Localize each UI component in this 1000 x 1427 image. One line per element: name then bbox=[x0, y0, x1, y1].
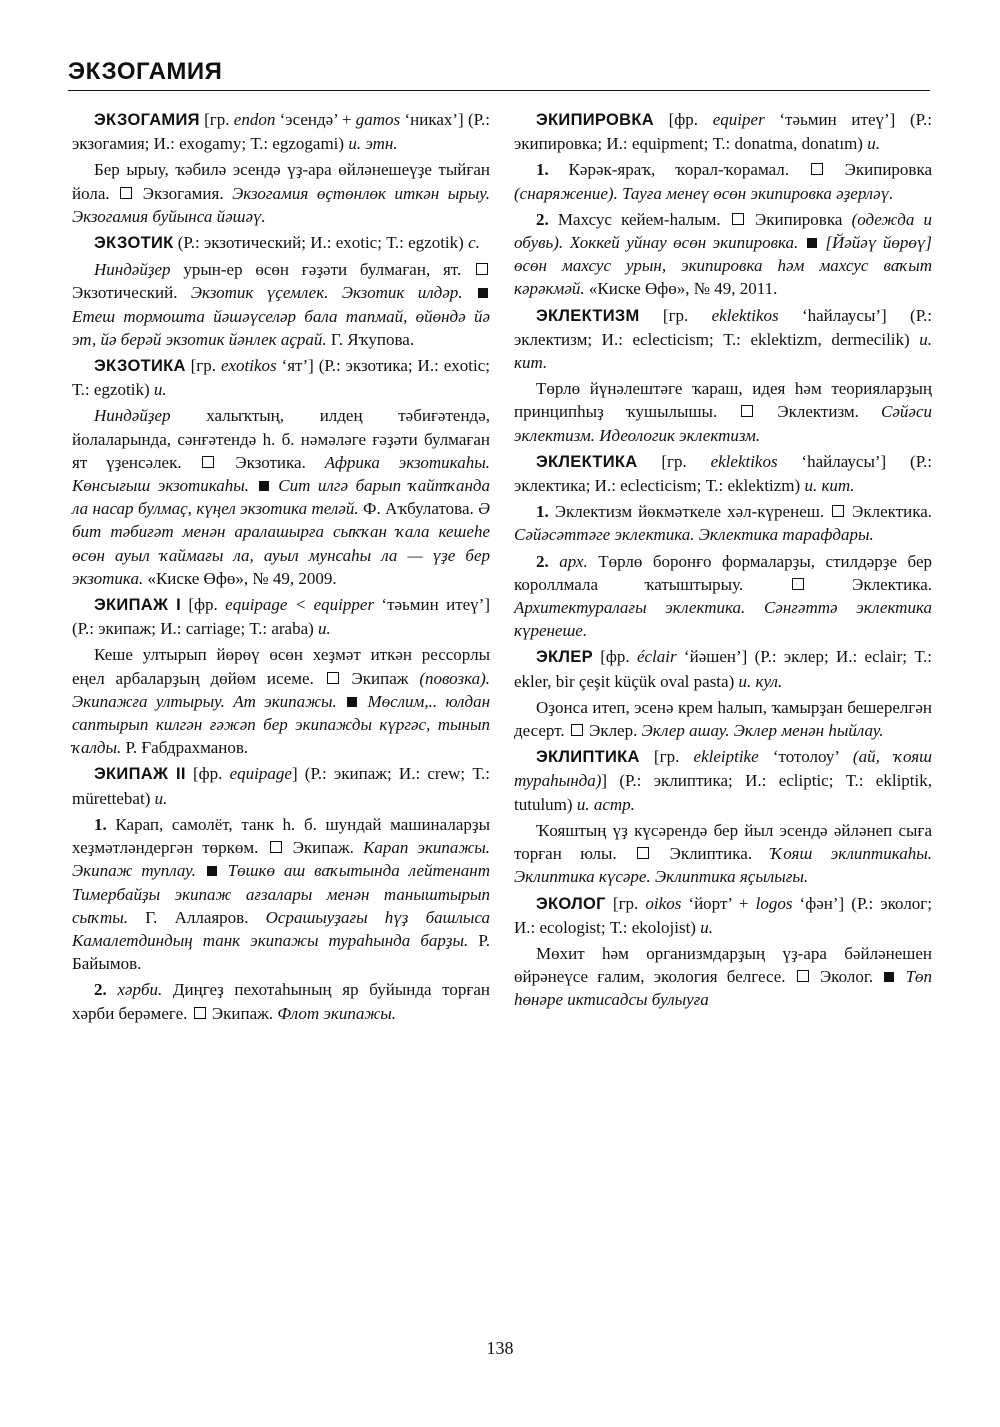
russian-equivalent: Экипировка bbox=[755, 209, 852, 229]
definition bbox=[514, 942, 932, 1012]
definition-text: халыҡтың, илдең тәбиғәтендә, йолаларында, сәнғәтендә һ. б. нәмәләге ғәҙәти булмаған ят үҙенсәлек. bbox=[72, 406, 490, 472]
entry-ekler bbox=[514, 645, 932, 692]
etymology: [гр. bbox=[605, 893, 646, 913]
citation: Төшкө аш ваҡытында лейтенант Тимербайҙы экипаж ағзалары менән таныштырып сыҡты. bbox=[72, 861, 490, 927]
headword: ЭКЗОТИК bbox=[94, 234, 174, 253]
definition bbox=[514, 696, 932, 742]
etymon: eklektikos bbox=[710, 451, 778, 471]
filled-square-icon bbox=[884, 972, 894, 982]
etymology: [фр. bbox=[185, 764, 230, 784]
citation-source: «Киске Өфө», № 49, 2009. bbox=[143, 568, 337, 588]
russian-gloss: (одежда и обувь). bbox=[514, 209, 933, 253]
open-square-icon bbox=[792, 578, 804, 590]
russian-equivalent: Экзогамия. bbox=[142, 183, 233, 203]
definition-text: Бер ырыу, ҡәбилә эсендә үҙ-ара өйләнешеүҙе тыйған йола. bbox=[72, 160, 490, 203]
etymology: [гр. bbox=[204, 110, 234, 129]
etymology: [гр. bbox=[639, 305, 712, 325]
left-column bbox=[72, 108, 490, 1028]
entry-ekolog bbox=[514, 892, 932, 939]
citation-source: Г. Аллаяров. bbox=[128, 907, 266, 927]
etymology: (Р.: экзотический; И.: exotic; Т.: egzotik) bbox=[173, 233, 469, 253]
sense-1 bbox=[72, 813, 490, 975]
filled-square-icon bbox=[807, 238, 817, 248]
pos-label: и. bbox=[318, 619, 331, 639]
running-head: ЭКЗОГАМИЯ bbox=[68, 58, 223, 85]
usage-example: Тауға менеү өсөн экипировка әҙерләү. bbox=[622, 183, 894, 203]
etymology: ‘йәшен’] (Р.: эклер; И.: eclair; Т.: ekler, bir çeşit küçük oval pasta) bbox=[514, 647, 932, 691]
definition-text: Кеше ултырып йөрөү өсөн хеҙмәт иткән рессорлы еңел арбаларҙың дөйөм исеме. bbox=[72, 645, 490, 688]
etymology: [фр. bbox=[653, 110, 713, 129]
open-square-icon bbox=[741, 405, 753, 417]
open-square-icon bbox=[270, 841, 282, 853]
sense-2 bbox=[72, 978, 490, 1024]
usage-example: Ҡояш эклиптикаһы. Эклиптика күсәре. Эклиптика яҫылығы. bbox=[514, 844, 932, 887]
sense-number: 2. bbox=[536, 209, 549, 229]
etymology: ‘тәьмин итеү’] (Р.: экипировка; И.: equipment; Т.: donatma, donatım) bbox=[514, 110, 932, 154]
header-rule bbox=[68, 90, 930, 91]
definition bbox=[514, 377, 932, 447]
russian-equivalent: Экзотика. bbox=[235, 452, 325, 472]
etymology: ‘йорт’ + bbox=[681, 893, 756, 913]
usage-example: Сәйәси эклектизм. Идеологик эклектизм. bbox=[514, 402, 932, 445]
etymology: ‘тәьмин итеү’] (Р.: экипаж; И.: carriage; Т.: araba) bbox=[72, 595, 490, 639]
headword: ЭКЗОТИКА bbox=[94, 357, 186, 376]
open-square-icon bbox=[120, 187, 132, 199]
etymology: ] (Р.: эклиптика; И.: ecliptic; Т.: ekliptik, tutulum) bbox=[514, 771, 932, 814]
entry-eklektizm bbox=[514, 304, 932, 375]
russian-equivalent: Экзотический. bbox=[72, 283, 191, 303]
russian-equivalent: Эклектика. bbox=[852, 574, 932, 594]
etymology: ] (Р.: экипаж; И.: crew; Т.: mürettebat) bbox=[72, 764, 490, 808]
etymology: ‘фән’] (Р.: эколог; И.: ecologist; Т.: ekolojist) bbox=[514, 893, 933, 937]
entry-ekzotika bbox=[72, 354, 490, 401]
etymology: ‘никах’] (Р.: экзогамия; И.: exogamy; Т.: egzogami) bbox=[72, 110, 490, 154]
filled-square-icon bbox=[347, 697, 357, 707]
etymon: éclair bbox=[636, 647, 677, 667]
pos-label: и. этн. bbox=[348, 134, 398, 154]
russian-equivalent: Экипаж. bbox=[292, 838, 364, 858]
definition-text: Ҡояштың үҙ күсәрендә бер йыл эсендә әйләнеп сыға торған юлы. bbox=[514, 820, 932, 864]
definition-text: Төрлө йүнәлештәге ҡараш, идея һәм теорияларҙың принципһыҙ ҡушылышы. bbox=[514, 379, 932, 422]
usage-example: Экзотик үҫемлек. Экзотик илдәр. bbox=[190, 283, 476, 303]
definition bbox=[72, 643, 490, 759]
sense-number: 1. bbox=[536, 160, 549, 180]
etymon: oikos bbox=[645, 893, 682, 913]
usage-label: хәрби. bbox=[106, 980, 163, 1000]
definition-text: Эклектизм йөкмәткеле хәл-күренеш. bbox=[548, 502, 831, 522]
citation-source: Р. Байымов. bbox=[72, 930, 490, 974]
definition-text: Мөхит һәм организмдарҙың үҙ-ара бәйләнешен өйрәнеүсе ғалим, экология белгесе. bbox=[514, 943, 932, 987]
entry-eklektika bbox=[514, 450, 932, 497]
usage-example: Флот экипажы. bbox=[277, 1003, 396, 1023]
usage-example: Экипажға ултырыу. Ат экипажы. bbox=[72, 691, 346, 711]
headword: ЭКИПАЖ I bbox=[94, 596, 182, 615]
sense-number: 1. bbox=[94, 814, 107, 834]
etymon: equipage bbox=[229, 764, 292, 784]
open-square-icon bbox=[637, 847, 649, 859]
sense-2 bbox=[514, 550, 932, 643]
headword: ЭКЛЕР bbox=[536, 648, 593, 667]
etymon: gamos bbox=[355, 110, 401, 129]
definition-italic: Ниндәйҙер bbox=[94, 406, 171, 426]
russian-equivalent: Эклер. bbox=[589, 721, 642, 741]
definition-text: Оҙонса итеп, эсенә крем һалып, ҡамырҙан бешерелгән десерт. bbox=[514, 697, 932, 741]
definition-text: Төрлө боронғо формаларҙы, стилдәрҙе бер короллмала ҡатыштырыу. bbox=[514, 551, 932, 594]
filled-square-icon bbox=[259, 481, 269, 491]
russian-equivalent: Эклектика. bbox=[852, 502, 932, 522]
open-square-icon bbox=[832, 505, 844, 517]
open-square-icon bbox=[732, 213, 744, 225]
pos-label: и. кит. bbox=[514, 329, 932, 373]
citation-source: «Киске Өфө», № 49, 2011. bbox=[584, 279, 778, 299]
etymology: ‘эсендә’ + bbox=[275, 110, 356, 129]
pos-label: и. кит. bbox=[804, 476, 855, 496]
etymology: [фр. bbox=[592, 647, 637, 667]
headword: ЭКОЛОГ bbox=[536, 894, 606, 913]
russian-equivalent: Экипировка bbox=[844, 160, 933, 180]
usage-example: Эклер ашау. Эклер менән һыйлау. bbox=[641, 721, 884, 741]
usage-example: Карап экипажы. Экипаж туплау. bbox=[72, 838, 491, 881]
definition-italic: Ниндәйҙер bbox=[94, 260, 171, 280]
citation: Сит илгә барып ҡайтҡанда ла насар булмаҫ, күңел экзотика теләй. bbox=[72, 476, 491, 519]
headword: ЭКИПИРОВКА bbox=[536, 111, 654, 129]
russian-gloss: (снаряжение). bbox=[514, 183, 623, 203]
definition-text: Карап, самолёт, танк һ. б. шундай машиналарҙы хеҙмәтләндергән төркөм. bbox=[72, 814, 490, 858]
citation-source: Ф. Аҡбулатова. bbox=[358, 499, 479, 519]
etymology: ‘ят’] (Р.: экзотика; И.: exotic; Т.: egzotik) bbox=[72, 356, 490, 400]
citation: [Йәйәү йөрөү] өсөн махсус урын, экипировка һәм махсус ваҡыт кәрәкмәй. bbox=[514, 233, 932, 299]
citation: Төп һөнәре иктисадсы булыуға bbox=[514, 967, 933, 1010]
definition-text: Махсус кейем-һалым. bbox=[548, 209, 730, 229]
sense-1 bbox=[514, 158, 932, 204]
filled-square-icon bbox=[478, 288, 488, 298]
russian-equivalent: Экипаж. bbox=[211, 1003, 278, 1023]
etymology: [гр. bbox=[639, 747, 694, 767]
etymon: logos bbox=[755, 893, 793, 913]
sense-number: 2. bbox=[94, 980, 107, 1000]
etymology: ‘һайлаусы’] (Р.: эклектика; И.: eclecticism; Т.: eklektizm) bbox=[514, 451, 932, 496]
open-square-icon bbox=[571, 724, 583, 736]
headword: ЭКИПАЖ II bbox=[94, 765, 186, 784]
etymology: ‘һайлаусы’] (Р.: эклектизм; И.: eclecticism; Т.: eklektizm, dermecilik) bbox=[514, 305, 932, 349]
usage-example: Хоккей уйнау өсөн экипировка. bbox=[569, 233, 805, 253]
pos-label: и. bbox=[700, 917, 713, 937]
usage-example: Сәйәсәттәге эклектика. Эклектика тарафдары. bbox=[514, 525, 874, 545]
open-square-icon bbox=[811, 163, 823, 175]
etymon: equipage < equipper bbox=[225, 595, 375, 615]
usage-label: арх. bbox=[548, 551, 588, 571]
russian-gloss: (повозка). bbox=[419, 668, 491, 688]
definition bbox=[514, 819, 932, 889]
definition-text: Кәрәк-яраҡ, ҡорал-ҡорамал. bbox=[548, 160, 809, 180]
pos-label: и. bbox=[867, 134, 880, 154]
headword: ЭКЛЕКТИЗМ bbox=[536, 306, 640, 325]
entry-ekliptika bbox=[514, 745, 932, 816]
citation-source: Г. Яҡупова. bbox=[326, 329, 415, 349]
usage-example: Архитектуралағы эклектика. Сәнғәттә эклектика күренеше. bbox=[514, 598, 932, 641]
pos-label: и. астр. bbox=[576, 794, 635, 814]
page-number: 138 bbox=[486, 1338, 514, 1358]
russian-equivalent: Эколог. bbox=[819, 967, 883, 987]
etymology: [гр. bbox=[185, 356, 221, 376]
citation-source: Р. Ғабдрахманов. bbox=[121, 738, 249, 758]
usage-example: Экзогамия өҫтөнлөк иткән ырыу. Экзогамия буйынса йәшәү. bbox=[72, 183, 490, 226]
definition bbox=[72, 258, 490, 351]
etymon: ekleiptike bbox=[693, 747, 759, 767]
entry-ekipazh-1 bbox=[72, 593, 490, 640]
citation: Ә бит тәбиғәт менән аралашырға сыҡҡан ҡала кешеһе өсөн ауыл ҡаймағы ла, ауыл мунсаһы ла — үҙе бер экзотика. bbox=[72, 499, 490, 588]
pos-label: и. кул. bbox=[738, 671, 783, 691]
etymon: exotikos bbox=[220, 356, 277, 376]
usage-example: Африка экзотикаһы. Көнсығыш экзотикаһы. bbox=[72, 452, 490, 496]
etymon-gloss: (ай, ҡояш тураһында) bbox=[514, 747, 933, 791]
right-column bbox=[514, 108, 932, 1015]
citation: Етеш тормошта йәшәүселәр бала тапмай, өйөндә йә эт, йә берәй экзотик йәнлек аҫрай. bbox=[72, 306, 490, 349]
headword: ЭКЗОГАМИЯ bbox=[94, 111, 200, 129]
entry-ekipirovka bbox=[514, 108, 932, 155]
open-square-icon bbox=[476, 263, 488, 275]
open-square-icon bbox=[797, 970, 809, 982]
open-square-icon bbox=[327, 672, 339, 684]
entry-ekipazh-2 bbox=[72, 762, 490, 809]
entry-ekzogamiya bbox=[72, 108, 490, 155]
sense-number: 2. bbox=[536, 551, 549, 571]
sense-2 bbox=[514, 208, 932, 301]
etymology: [гр. bbox=[637, 451, 711, 471]
etymon: equiper bbox=[712, 110, 765, 129]
filled-square-icon bbox=[207, 866, 217, 876]
etymon: eklektikos bbox=[711, 305, 779, 325]
etymology: ‘тотолоу’ bbox=[758, 747, 853, 767]
pos-label: и. bbox=[153, 380, 167, 400]
sense-1 bbox=[514, 500, 932, 546]
headword: ЭКЛЕКТИКА bbox=[536, 452, 638, 471]
russian-equivalent: Экипаж bbox=[351, 668, 420, 688]
russian-equivalent: Эклектизм. bbox=[777, 402, 882, 422]
pos-label: с. bbox=[468, 233, 480, 253]
definition bbox=[72, 404, 490, 590]
definition-text: Диңгеҙ пехотаһының яр буйында торған хәрби берәмеге. bbox=[72, 980, 490, 1023]
sense-number: 1. bbox=[536, 502, 549, 522]
open-square-icon bbox=[202, 456, 214, 468]
entry-ekzotik bbox=[72, 231, 490, 255]
headword: ЭКЛИПТИКА bbox=[536, 748, 640, 767]
definition bbox=[72, 158, 490, 228]
citation: Осрашыуҙағы һүҙ башлыса Камалетдиндың танк экипажы тураһында барҙы. bbox=[72, 907, 490, 950]
pos-label: и. bbox=[154, 788, 168, 808]
open-square-icon bbox=[194, 1007, 206, 1019]
citation: Мөслим,.. юлдан саптырып килгән ғәжәп бер экипажды күргәс, тынып ҡалды. bbox=[72, 691, 491, 758]
russian-equivalent: Эклиптика. bbox=[669, 844, 771, 864]
etymology: [фр. bbox=[181, 595, 226, 615]
etymon: endon bbox=[233, 110, 276, 129]
definition-text: урын-ер өсөн ғәҙәти булмаған, ят. bbox=[170, 260, 474, 280]
